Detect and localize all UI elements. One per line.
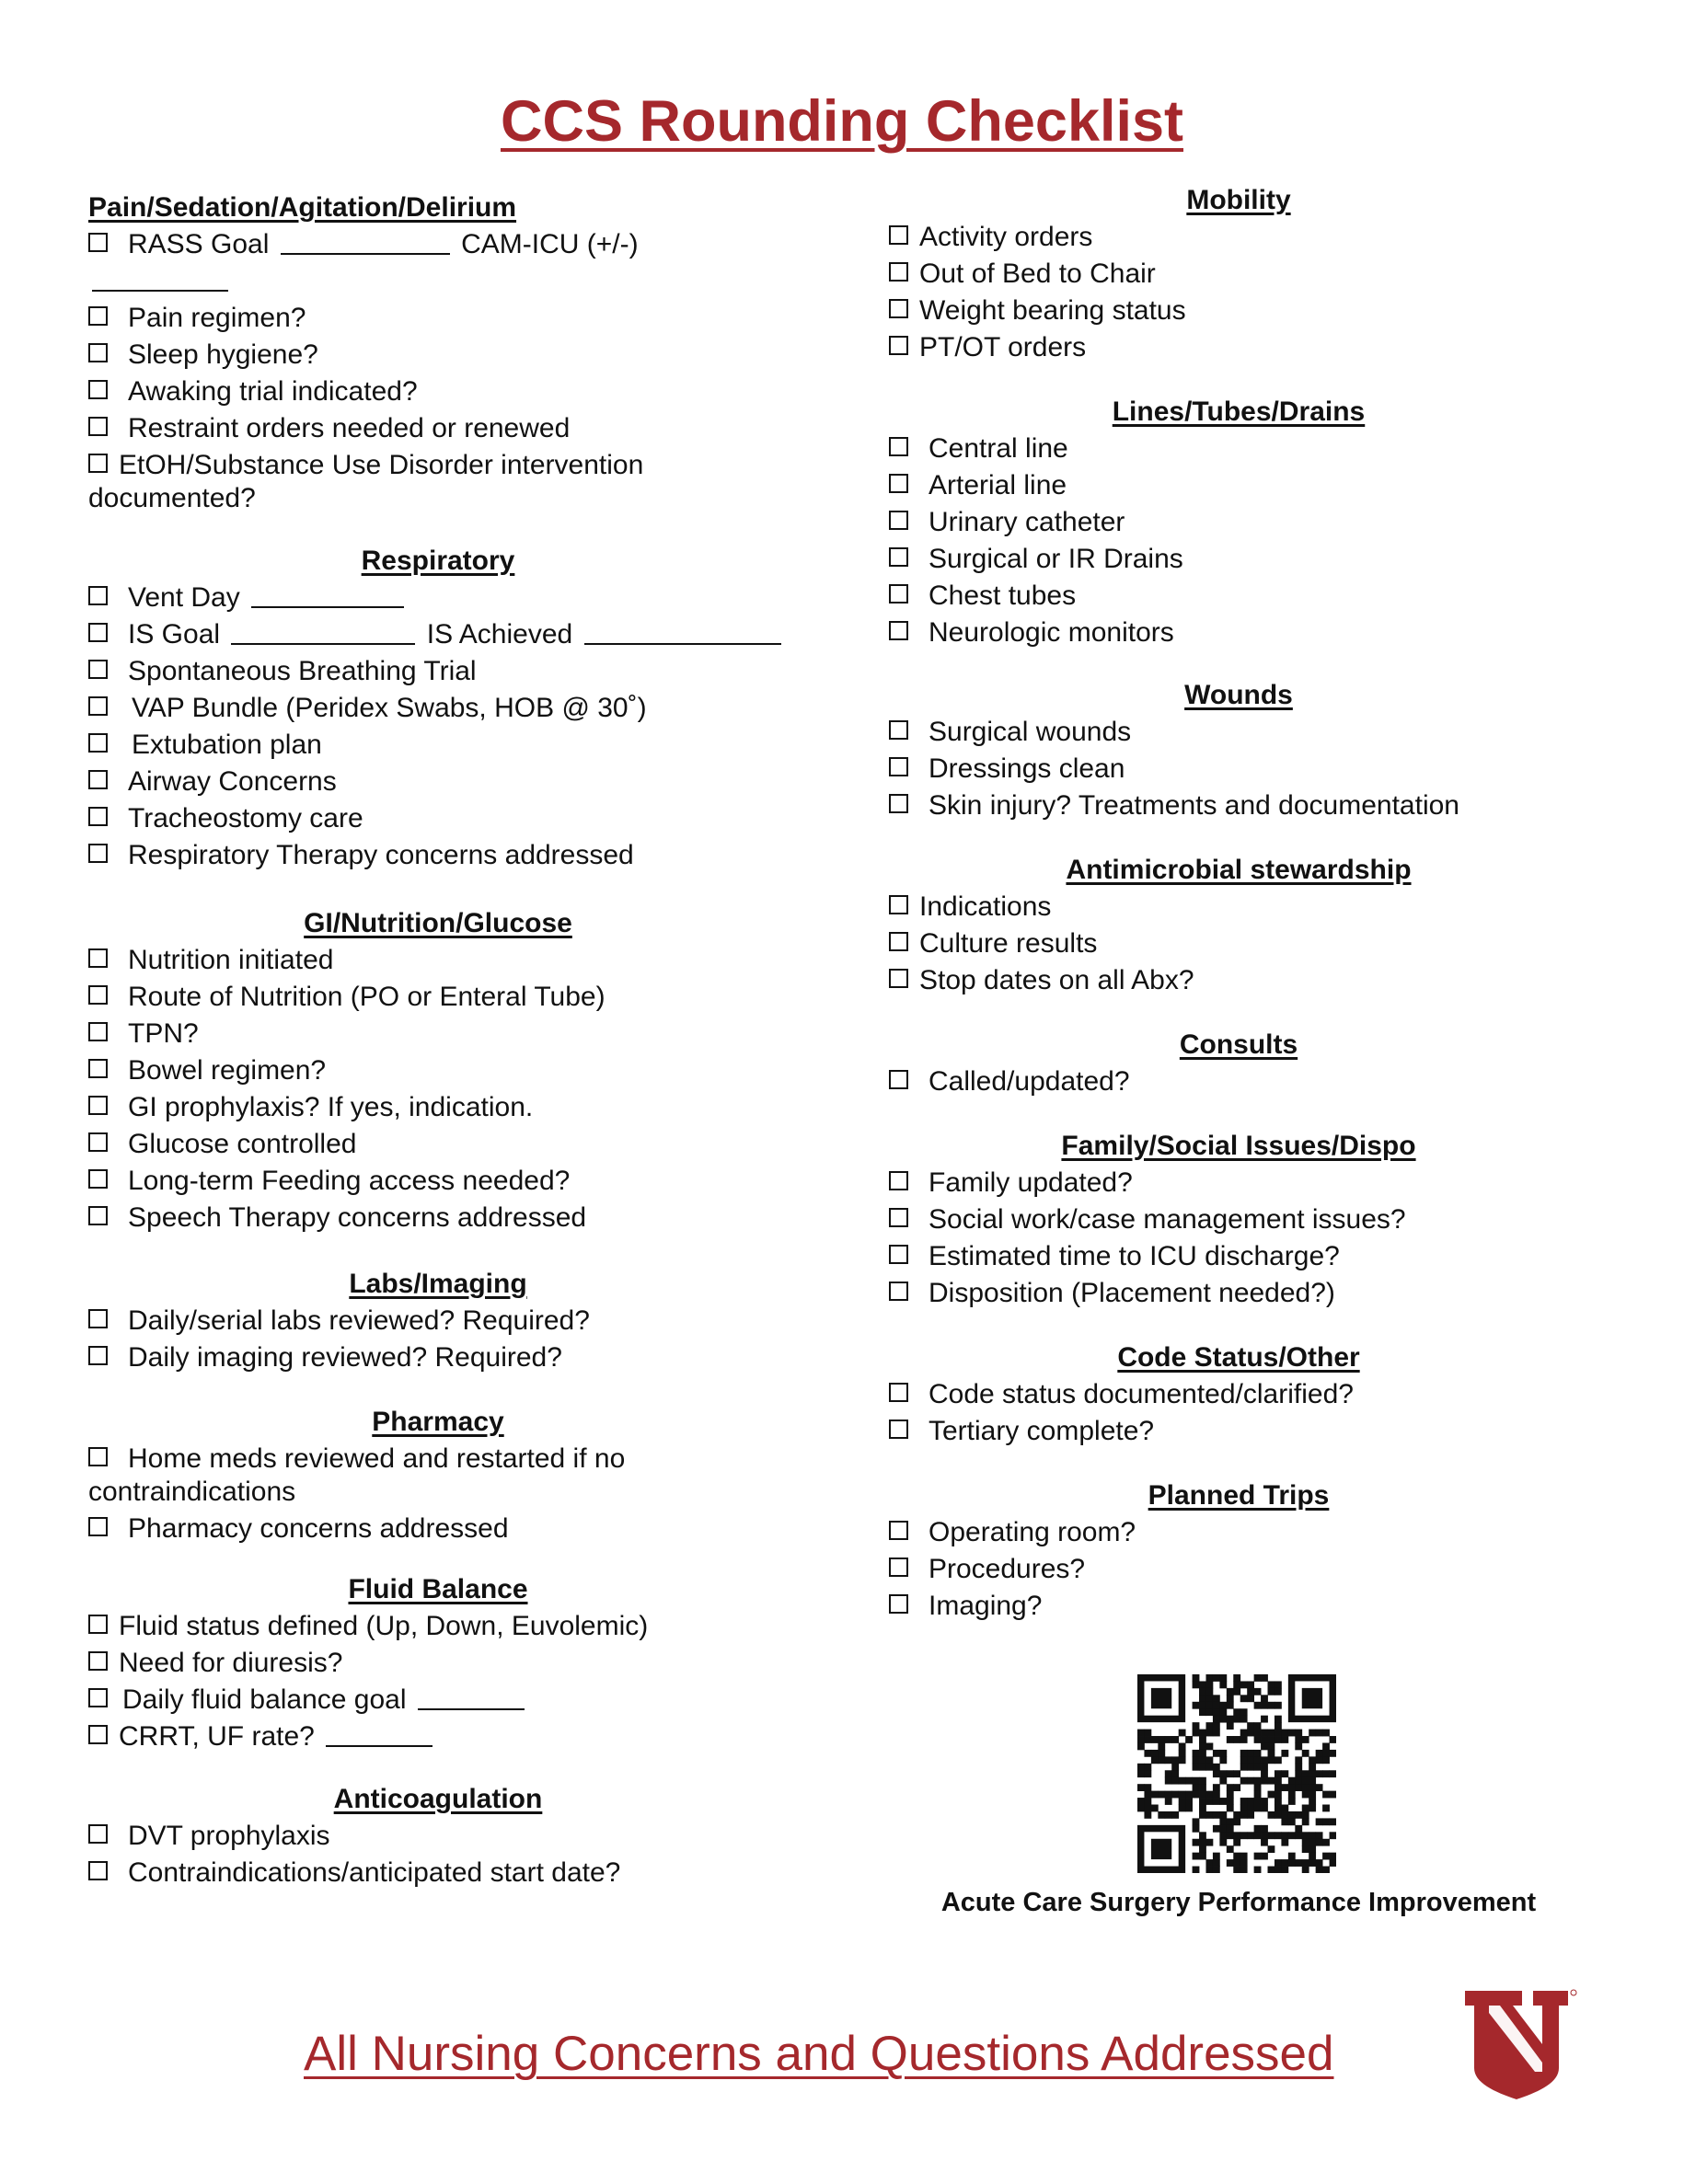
item-label: Called/updated? (929, 1066, 1130, 1097)
item-label: PT/OT orders (919, 332, 1087, 362)
section-heading: Lines/Tubes/Drains (1112, 397, 1366, 427)
checklist-item[interactable] (88, 1511, 788, 1547)
item-label: GI prophylaxis? If yes, indication. (128, 1092, 534, 1122)
checkbox-icon[interactable] (88, 1132, 108, 1152)
checklist-item[interactable] (88, 942, 788, 979)
item-label: Long-term Feeding access needed? (128, 1166, 571, 1196)
item-label: Indications (919, 891, 1052, 922)
checkbox-icon[interactable] (889, 1171, 908, 1190)
checklist-item[interactable] (88, 1645, 788, 1682)
checkbox-icon[interactable] (88, 1059, 108, 1078)
checkbox-icon[interactable] (889, 757, 908, 776)
section-heading: Labs/Imaging (349, 1269, 527, 1299)
checkbox-icon[interactable] (889, 299, 908, 318)
checkbox-icon[interactable] (889, 621, 908, 640)
checkbox-icon[interactable] (88, 623, 108, 642)
section-fluid-balance (88, 1571, 788, 1755)
checklist-item[interactable] (88, 1126, 788, 1163)
item-label: Central line (929, 433, 1068, 464)
checklist-item[interactable] (889, 1238, 1588, 1275)
checklist-item[interactable] (889, 1165, 1588, 1201)
item-label: Extubation plan (132, 730, 322, 760)
item-label: VAP Bundle (Peridex Swabs, HOB @ 30˚) (132, 693, 647, 723)
fill-in-blank[interactable] (92, 266, 228, 292)
checklist-item[interactable] (889, 1275, 1588, 1312)
section-heading: Wounds (1184, 680, 1293, 710)
section-code-status (889, 1339, 1588, 1450)
checklist-item[interactable] (889, 293, 1588, 329)
fill-in-blank[interactable] (584, 619, 781, 645)
item-label: Skin injury? Treatments and documentation (929, 790, 1459, 821)
item-label: Operating room? (929, 1517, 1136, 1547)
section-planned-trips (889, 1477, 1588, 1625)
item-label: Out of Bed to Chair (919, 259, 1156, 289)
checkbox-icon[interactable] (88, 1346, 108, 1365)
item-label: IS Achieved (426, 619, 573, 649)
qr-caption: Acute Care Surgery Performance Improvement (940, 1888, 1537, 1917)
section-heading: Respiratory (361, 546, 515, 576)
checklist-item[interactable] (88, 1200, 788, 1236)
checkbox-icon[interactable] (88, 1206, 108, 1225)
checkbox-icon[interactable] (889, 895, 908, 914)
checklist-item[interactable] (88, 653, 788, 690)
checkbox-icon[interactable] (889, 474, 908, 493)
item-label: Urinary catheter (929, 507, 1125, 537)
checkbox-icon[interactable] (88, 417, 108, 436)
item-label: Home meds reviewed and restarted if no contraindications (88, 1443, 626, 1507)
checkbox-icon[interactable] (88, 233, 108, 252)
item-label: Surgical wounds (929, 717, 1132, 747)
item-label: Estimated time to ICU discharge? (929, 1241, 1340, 1271)
item-label: Imaging? (929, 1591, 1043, 1621)
item-label: Pharmacy concerns addressed (128, 1513, 509, 1544)
item-label: Bowel regimen? (128, 1055, 327, 1086)
checklist-item[interactable] (889, 329, 1588, 366)
item-label: Weight bearing status (919, 295, 1186, 326)
checkbox-icon[interactable] (889, 262, 908, 282)
section-heading: Pain/Sedation/Agitation/Delirium (88, 192, 517, 223)
checkbox-icon[interactable] (88, 1096, 108, 1115)
checkbox-icon[interactable] (889, 437, 908, 456)
item-label: Route of Nutrition (PO or Enteral Tube) (128, 982, 606, 1012)
checkbox-icon[interactable] (88, 1309, 108, 1328)
checklist-item[interactable] (88, 1855, 788, 1891)
item-label: EtOH/Substance Use Disorder intervention documented? (88, 450, 644, 513)
checkbox-icon[interactable] (88, 454, 108, 473)
checkbox-icon[interactable] (88, 1725, 108, 1744)
university-logo-icon (1461, 1987, 1579, 2101)
checklist-item[interactable] (889, 256, 1588, 293)
section-lines-tubes-drains (889, 394, 1588, 651)
item-label: Chest tubes (929, 580, 1077, 611)
checklist-item[interactable] (88, 690, 788, 727)
checklist-item[interactable] (889, 615, 1588, 651)
checklist-item[interactable] (88, 1818, 788, 1855)
checkbox-icon[interactable] (88, 380, 108, 399)
checkbox-icon[interactable] (88, 770, 108, 789)
checkbox-icon[interactable] (88, 1651, 108, 1671)
item-label: Surgical or IR Drains (929, 544, 1183, 574)
section-heading: Mobility (1186, 185, 1291, 215)
checklist-item[interactable] (889, 1376, 1588, 1413)
section-heading: Antimicrobial stewardship (1066, 855, 1412, 885)
checkbox-icon[interactable] (889, 1245, 908, 1264)
section-respiratory (88, 543, 788, 874)
item-label: Dressings clean (929, 753, 1125, 784)
checkbox-icon[interactable] (889, 1070, 908, 1089)
item-label: Respiratory Therapy concerns addressed (128, 840, 634, 870)
item-label: CRRT, UF rate? (119, 1721, 315, 1752)
checkbox-icon[interactable] (889, 1420, 908, 1439)
item-label: Procedures? (929, 1554, 1086, 1584)
checklist-item[interactable] (88, 1339, 788, 1376)
checkbox-icon[interactable] (889, 1208, 908, 1227)
checkbox-icon[interactable] (889, 547, 908, 567)
checklist-item[interactable] (88, 580, 788, 616)
checklist-item[interactable] (889, 578, 1588, 615)
fill-in-blank[interactable] (251, 582, 404, 608)
item-label: Daily fluid balance goal (122, 1684, 407, 1715)
checklist-item[interactable] (889, 962, 1588, 999)
section-heading: Consults (1179, 1029, 1298, 1060)
item-label: DVT prophylaxis (128, 1821, 330, 1851)
section-consults (889, 1027, 1588, 1100)
fill-in-blank[interactable] (281, 229, 450, 255)
checkbox-icon[interactable] (88, 1824, 108, 1844)
item-label: Speech Therapy concerns addressed (128, 1202, 587, 1233)
checklist-item[interactable] (889, 541, 1588, 578)
item-label: Culture results (919, 928, 1098, 959)
checkbox-icon[interactable] (88, 696, 108, 716)
checklist-item[interactable] (88, 1682, 788, 1718)
item-label: Social work/case management issues? (929, 1204, 1406, 1235)
checklist-item[interactable] (88, 226, 788, 300)
checkbox-icon[interactable] (88, 586, 108, 605)
item-label: Stop dates on all Abx? (919, 965, 1194, 995)
checklist-item[interactable] (889, 1413, 1588, 1450)
checklist-item[interactable] (889, 1588, 1588, 1625)
section-antimicrobial-stewardship (889, 852, 1588, 999)
item-label: Nutrition initiated (128, 945, 334, 975)
checklist-item[interactable] (889, 1514, 1588, 1551)
item-label: Need for diuresis? (119, 1648, 343, 1678)
checklist-item[interactable] (889, 431, 1588, 467)
section-heading: GI/Nutrition/Glucose (304, 908, 572, 938)
checkbox-icon[interactable] (88, 1022, 108, 1041)
checkbox-icon[interactable] (88, 660, 108, 679)
page-title: CCS Rounding Checklist (500, 89, 1184, 154)
section-pharmacy (88, 1404, 788, 1547)
checkbox-icon[interactable] (88, 1615, 108, 1634)
item-label: Code status documented/clarified? (929, 1379, 1354, 1409)
checkbox-icon[interactable] (88, 1517, 108, 1536)
item-label: Arterial line (929, 470, 1067, 500)
item-label: RASS Goal (128, 229, 270, 259)
checkbox-icon[interactable] (889, 1558, 908, 1577)
item-label: Contraindications/anticipated start date? (128, 1857, 621, 1888)
section-gi-nutrition (88, 905, 788, 1236)
section-anticoagulation (88, 1781, 788, 1891)
checkbox-icon[interactable] (88, 844, 108, 863)
item-label: Disposition (Placement needed?) (929, 1278, 1335, 1308)
checkbox-icon[interactable] (88, 306, 108, 326)
checkbox-icon[interactable] (88, 948, 108, 968)
checklist-item[interactable] (88, 374, 788, 410)
checkbox-icon[interactable] (88, 733, 108, 753)
checklist-item[interactable] (88, 837, 788, 874)
right-column (889, 182, 1588, 1625)
checkbox-icon[interactable] (88, 1169, 108, 1189)
checkbox-icon[interactable] (889, 1521, 908, 1540)
checkbox-icon[interactable] (889, 794, 908, 813)
checklist-item[interactable] (88, 1089, 788, 1126)
checklist-item[interactable] (88, 979, 788, 1016)
item-label: Restraint orders needed or renewed (128, 413, 571, 443)
checklist-item[interactable] (88, 1052, 788, 1089)
checkbox-icon[interactable] (88, 1447, 108, 1466)
checkbox-icon[interactable] (88, 343, 108, 362)
item-label: CAM-ICU (+/-) (461, 229, 639, 259)
item-label: IS Goal (128, 619, 221, 649)
checklist-item[interactable] (88, 616, 788, 653)
checkbox-icon[interactable] (889, 225, 908, 245)
left-column (88, 190, 788, 1891)
item-label: Family updated? (929, 1167, 1133, 1198)
checkbox-icon[interactable] (889, 1282, 908, 1301)
section-heading: Family/Social Issues/Dispo (1061, 1131, 1416, 1161)
checklist-item[interactable] (88, 800, 788, 837)
checklist-item[interactable] (889, 1551, 1588, 1588)
item-label: Glucose controlled (128, 1129, 357, 1159)
section-labs-imaging (88, 1266, 788, 1376)
item-label: Activity orders (919, 222, 1093, 252)
checkbox-icon[interactable] (889, 1594, 908, 1614)
checklist-item[interactable] (889, 1063, 1588, 1100)
item-label: TPN? (128, 1018, 199, 1049)
section-heading: Anticoagulation (333, 1784, 543, 1814)
section-heading: Fluid Balance (348, 1574, 528, 1604)
qr-code-icon[interactable] (1137, 1674, 1336, 1873)
section-heading: Pharmacy (372, 1407, 504, 1437)
checkbox-icon[interactable] (88, 1861, 108, 1880)
checkbox-icon[interactable] (889, 720, 908, 740)
checklist-item[interactable] (88, 447, 677, 517)
checklist-item[interactable] (88, 1163, 788, 1200)
checklist-item[interactable] (889, 219, 1588, 256)
item-label: Airway Concerns (128, 766, 337, 797)
checklist-item[interactable] (88, 1718, 788, 1755)
fill-in-blank[interactable] (418, 1684, 525, 1710)
item-label: Daily/serial labs reviewed? Required? (128, 1305, 590, 1336)
checkbox-icon[interactable] (889, 969, 908, 988)
checkbox-icon[interactable] (889, 336, 908, 355)
item-label: Spontaneous Breathing Trial (128, 656, 477, 686)
fill-in-blank[interactable] (231, 619, 415, 645)
checklist-item[interactable] (88, 410, 788, 447)
checkbox-icon[interactable] (889, 1383, 908, 1402)
section-wounds (889, 677, 1588, 824)
section-mobility (889, 182, 1588, 366)
checklist-item[interactable] (88, 1016, 788, 1052)
checkbox-icon[interactable] (889, 584, 908, 603)
item-label: Vent Day (128, 582, 240, 613)
section-heading: Planned Trips (1148, 1480, 1330, 1511)
checklist-item[interactable] (88, 1303, 788, 1339)
item-label: Daily imaging reviewed? Required? (128, 1342, 562, 1373)
item-label: Pain regimen? (128, 303, 306, 333)
checklist-item[interactable] (889, 1201, 1588, 1238)
checklist-item[interactable] (88, 727, 788, 764)
checklist-item[interactable] (889, 714, 1588, 751)
checkbox-icon[interactable] (889, 932, 908, 951)
checklist-item[interactable] (88, 337, 788, 374)
footer-banner: All Nursing Concerns and Questions Addressed (304, 2027, 1334, 2081)
checklist-item[interactable] (889, 504, 1588, 541)
checkbox-icon[interactable] (889, 511, 908, 530)
checklist-item[interactable] (889, 787, 1588, 824)
checklist-item[interactable] (88, 764, 788, 800)
checklist-item[interactable] (88, 1608, 788, 1645)
item-label: Tracheostomy care (128, 803, 363, 833)
checkbox-icon[interactable] (88, 1688, 108, 1707)
checklist-item[interactable] (889, 889, 1588, 925)
checkbox-icon[interactable] (88, 985, 108, 1005)
item-label: Tertiary complete? (929, 1416, 1155, 1446)
checklist-item[interactable] (889, 751, 1588, 787)
section-family-social (889, 1128, 1588, 1312)
item-label: Sleep hygiene? (128, 339, 318, 370)
checklist-item[interactable] (889, 467, 1588, 504)
checkbox-icon[interactable] (88, 807, 108, 826)
checklist-item[interactable] (889, 925, 1588, 962)
checklist-item[interactable] (88, 300, 788, 337)
item-label: Neurologic monitors (929, 617, 1174, 648)
item-label: Fluid status defined (Up, Down, Euvolemic) (119, 1611, 649, 1641)
item-label: Awaking trial indicated? (128, 376, 418, 407)
checklist-item[interactable] (88, 1441, 677, 1511)
section-pain-sedation (88, 190, 788, 517)
section-heading: Code Status/Other (1117, 1342, 1360, 1373)
fill-in-blank[interactable] (326, 1721, 433, 1747)
